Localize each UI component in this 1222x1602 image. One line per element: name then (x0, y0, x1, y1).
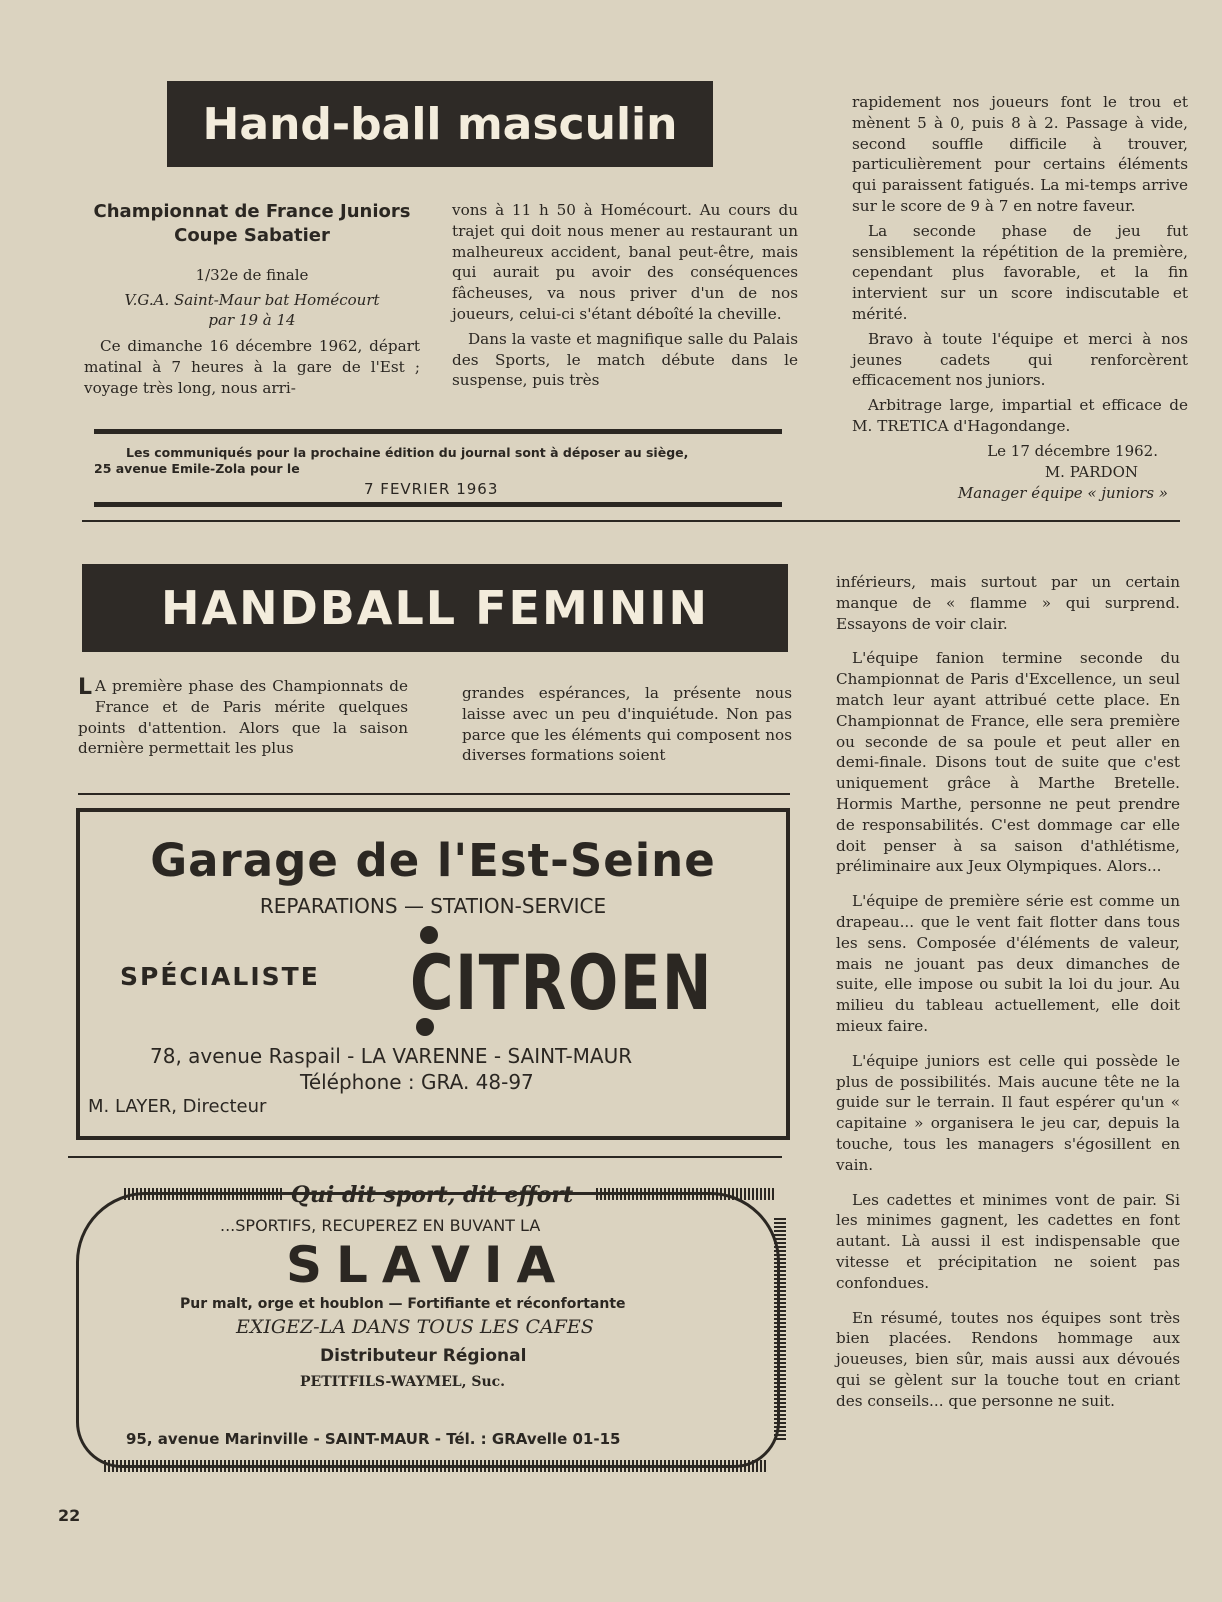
slavia-tagline: ...SPORTIFS, RECUPEREZ EN BUVANT LA (220, 1216, 541, 1235)
masculin-heading-1: Championnat de France Juniors (93, 201, 411, 222)
feminin-right-p5: Les cadettes et minimes vont de pair. Si les minimes gagnent, les cadettes en font autant. Là aussi il est indispensable que vitesse et précipitation ne soient pas confondues. (836, 1190, 1180, 1292)
feminin-title-banner (82, 564, 788, 652)
slavia-demand: EXIGEZ-LA DANS TOUS LES CAFES (236, 1316, 594, 1338)
slavia-slogan: Qui dit sport, dit effort (290, 1182, 574, 1208)
slavia-hatch-bottom (104, 1460, 768, 1472)
slavia-ad (76, 1184, 788, 1478)
garage-brand: CITROEN (410, 938, 714, 1027)
masculin-col-3 (852, 92, 1188, 504)
feminin-right-col (836, 572, 1180, 1415)
feminin-intro-col-2 (462, 683, 792, 770)
garage-name: Garage de l'Est-Seine (150, 834, 716, 887)
masculin-title-banner (167, 81, 713, 167)
feminin-intro-col-1 (78, 676, 408, 763)
feminin-right-p4: L'équipe juniors est celle qui possède le plus de possibilités. Mais aucune tête ne la guide sur le terrain. Il faut espérer qu'un « capitaine » organisera le jeu car, depuis la touche, tous les managers s'égosillent en vain. (836, 1051, 1180, 1174)
slavia-address: 95, avenue Marinville - SAINT-MAUR - Tél. : GRAvelle 01-15 (126, 1430, 621, 1448)
page-number: 22 (58, 1506, 81, 1525)
garage-address: 78, avenue Raspail - LA VARENNE - SAINT-MAUR (150, 1044, 633, 1068)
masculin-heading-2: Coupe Sabatier (174, 225, 330, 246)
feminin-right-p1: inférieurs, mais surtout par un certain manque de « flamme » qui surprend. Essayons de voir clair. (836, 573, 1180, 633)
notice-top-rule (94, 429, 782, 434)
notice-date: 7 FEVRIER 1963 (364, 480, 499, 498)
slavia-distributor-label: Distributeur Régional (320, 1346, 527, 1366)
feminin-right-p3: L'équipe de première série est comme un drapeau... que le vent fait flotter dans tous les sens. Composée d'éléments de valeur, mais ne jouant pas deux dimanches de suite, elle impose ou subit la loi du jour. Au milieu du tableau actuellement, elle doit mieux faire. (836, 892, 1180, 1035)
masculin-date: Le 17 décembre 1962. (987, 441, 1158, 460)
feminin-intro-1 (78, 676, 408, 759)
notice-bottom-rule (94, 502, 782, 507)
masculin-col3-p2: La seconde phase de jeu fut sensiblement la répétition de la première, cependant plus favorable, et la fin intervient sur un score indiscutable et mérité. (852, 221, 1188, 323)
masculin-col-2 (452, 200, 798, 395)
feminin-title: HANDBALL FEMININ (161, 581, 709, 635)
masculin-col3-p3: Bravo à toute l'équipe et merci à nos jeunes cadets qui renforcèrent efficacement nos juniors. (852, 329, 1188, 390)
masculin-round: 1/32e de finale (195, 266, 309, 284)
masculin-col2-p2: Dans la vaste et magnifique salle du Palais des Sports, le match débute dans le suspense, puis très (452, 329, 798, 390)
section-separator (82, 520, 1180, 522)
slavia-hatch-right (774, 1216, 786, 1440)
masculin-col2-p1: vons à 11 h 50 à Homécourt. Au cours du trajet qui doit nous mener au restaurant un malheureux accident, banal peut-être, mais qui aurait pu avoir des conséquences fâcheuses, va nous priver d'un de nos joueurs, celui-ci s'étant déboîté la cheville. (452, 201, 798, 323)
slavia-brand: SLAVIA (286, 1236, 570, 1294)
feminin-intro-1-text: A première phase des Championnats de France et de Paris mérite quelques points d'attention. Alors que la saison dernière permettait les plus (78, 677, 408, 758)
masculin-col3-p1: rapidement nos joueurs font le trou et mènent 5 à 0, puis 8 à 2. Passage à vide, second souffle difficile à trouver, particulièrement pour certains éléments qui paraissent fatigués. La mi-temps arrive sur le score de 9 à 7 en notre faveur. (852, 93, 1188, 215)
masculin-col1-text: Ce dimanche 16 décembre 1962, départ matinal à 7 heures à la gare de l'Est ; voyage très long, nous arri- (84, 337, 420, 397)
notice-line-2: 25 avenue Emile-Zola pour le (94, 461, 300, 476)
garage-specialist: SPÉCIALISTE (120, 962, 320, 991)
slavia-ingredients: Pur malt, orge et houblon — Fortifiante et réconfortante (180, 1296, 626, 1312)
garage-ad (76, 808, 790, 1140)
ads-separator (68, 1156, 782, 1158)
slavia-distributor: PETITFILS-WAYMEL, Suc. (300, 1374, 506, 1390)
masculin-title: Hand-ball masculin (202, 98, 678, 150)
masculin-col3-p4: Arbitrage large, impartial et efficace de M. TRETICA d'Hagondange. (852, 396, 1188, 435)
garage-services: REPARATIONS — STATION-SERVICE (259, 894, 607, 918)
feminin-right-p6: En résumé, toutes nos équipes sont très bien placées. Rendons hommage aux joueuses, bien sûr, mais aussi aux dévoués qui se gèlent sur la touche tout en criant des conseils... que personne ne suit. (836, 1308, 1180, 1410)
masculin-result-2: par 19 à 14 (208, 311, 296, 329)
notice-line-1: Les communiqués pour la prochaine édition du journal sont à déposer au siège, (126, 445, 689, 460)
masculin-signature: M. PARDON (1044, 462, 1138, 481)
feminin-intro-2: grandes espérances, la présente nous laisse avec un peu d'inquiétude. Non pas parce que les éléments qui composent nos diverses formations soient (462, 684, 792, 765)
drop-cap: L (78, 675, 93, 700)
masculin-result-1: V.G.A. Saint-Maur bat Homécourt (124, 291, 380, 309)
feminin-right-p2: L'équipe fanion termine seconde du Championnat de Paris d'Excellence, un seul match leur ayant attribué cette place. En Championnat de France, elle sera première ou seconde de sa poule et peut aller en demi-finale. Disons tout de suite que c'est uniquement grâce à Marthe Bretelle. Hormis Marthe, personne ne peut prendre de responsabilités. C'est dommage car elle doit penser à sa saison d'athlétisme, préliminaire aux Jeux Olympiques. Alors... (836, 649, 1180, 876)
garage-director: M. LAYER, Directeur (88, 1096, 267, 1117)
masculin-col-1 (84, 200, 420, 402)
masculin-role: Manager équipe « juniors » (957, 483, 1168, 502)
feminin-intro-rule (78, 793, 790, 795)
garage-phone: Téléphone : GRA. 48-97 (300, 1070, 534, 1094)
